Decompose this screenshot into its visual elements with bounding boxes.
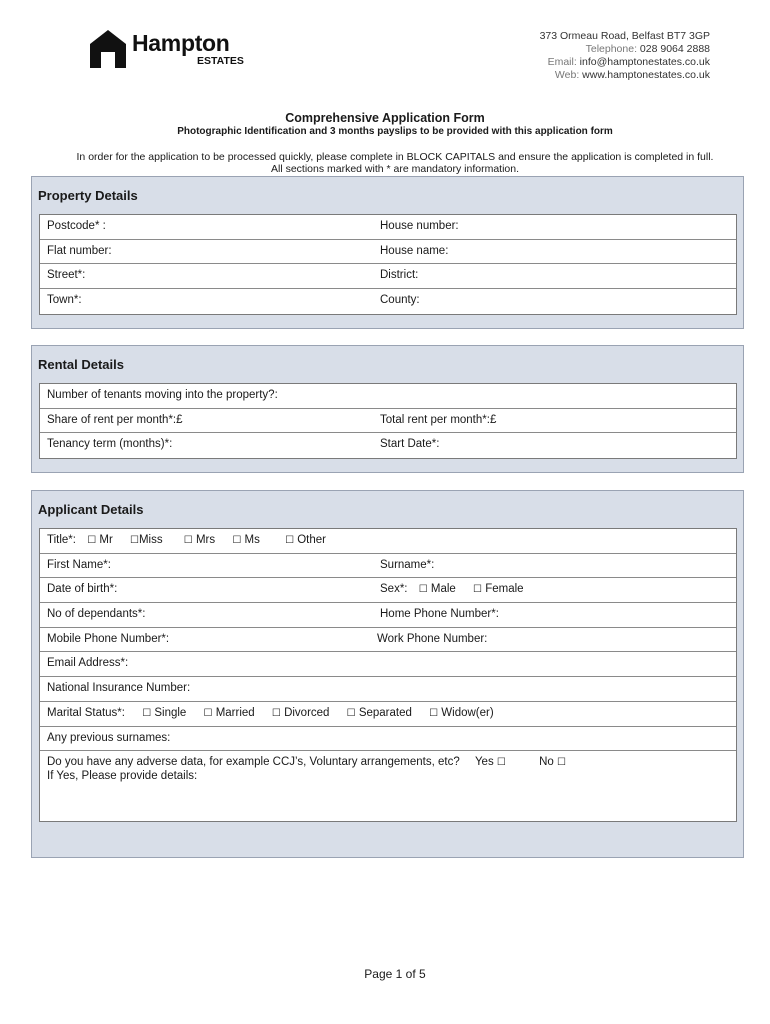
checkbox-icon[interactable]: ☐ <box>232 535 242 546</box>
form-row <box>40 603 736 628</box>
town-field[interactable]: Town*: <box>47 294 82 307</box>
option-label: Female <box>485 583 524 596</box>
checkbox-icon[interactable]: ☐ <box>271 707 281 719</box>
applicant-details-section <box>31 490 744 858</box>
district-field[interactable]: District: <box>380 269 419 282</box>
rental-details-grid <box>39 383 737 459</box>
form-title: Comprehensive Application Form <box>285 111 485 125</box>
title-field <box>47 534 326 546</box>
sex-option-female[interactable] <box>473 583 524 595</box>
checkbox-icon[interactable]: ☐ <box>556 757 566 769</box>
sex-field <box>380 583 524 595</box>
checkbox-icon[interactable]: ☐ <box>183 535 193 546</box>
option-label: Single <box>154 706 187 719</box>
form-intro: In order for the application to be processed quickly, please complete in BLOCK CAPITALS and ensure the application is completed in full. All sections marked with * are mandatory information. <box>76 151 714 175</box>
option-label: Mrs <box>195 534 216 546</box>
option-label: Widow(er) <box>441 706 494 719</box>
mobile-phone-field[interactable]: Mobile Phone Number*: <box>47 632 170 645</box>
sex-option-male[interactable] <box>419 583 456 595</box>
contact-block <box>540 30 710 82</box>
form-row <box>40 264 736 289</box>
county-field[interactable]: County: <box>380 294 420 307</box>
form-row <box>40 702 736 727</box>
web-line <box>540 69 710 82</box>
applicant-details-grid <box>39 528 737 822</box>
street-field[interactable]: Street*: <box>47 269 86 282</box>
property-details-section <box>31 176 744 329</box>
option-label: Miss <box>138 534 163 546</box>
telephone-label: Telephone: <box>585 43 637 55</box>
form-row <box>40 652 736 677</box>
email-label: Email: <box>547 56 577 68</box>
title-option-mr[interactable] <box>87 534 113 546</box>
form-row <box>40 289 736 314</box>
title-option-miss[interactable] <box>130 534 163 546</box>
share-rent-field[interactable]: Share of rent per month*:£ <box>47 413 183 426</box>
adverse-data-question <box>47 756 566 768</box>
adverse-option-yes[interactable] <box>475 756 506 768</box>
checkbox-icon[interactable]: ☐ <box>129 535 139 546</box>
adverse-question-text: Do you have any adverse data, for example CCJ’s, Voluntary arrangements, etc? <box>47 756 460 769</box>
surname-field[interactable]: Surname*: <box>380 558 435 571</box>
title-option-mrs[interactable] <box>184 534 215 546</box>
property-details-grid <box>39 214 737 315</box>
work-phone-field[interactable]: Work Phone Number: <box>377 632 488 645</box>
option-label: Male <box>430 583 456 596</box>
marital-option-widow[interactable] <box>429 707 494 719</box>
previous-surnames-field[interactable]: Any previous surnames: <box>47 731 171 744</box>
checkbox-icon[interactable]: ☐ <box>418 584 428 596</box>
total-rent-field[interactable]: Total rent per month*:£ <box>380 413 497 426</box>
section-title: Rental Details <box>38 357 124 372</box>
company-address: 373 Ormeau Road, Belfast BT7 3GP <box>539 30 710 42</box>
option-label: Mr <box>99 534 113 546</box>
form-row <box>40 215 736 240</box>
option-label: Other <box>297 534 326 546</box>
checkbox-icon[interactable]: ☐ <box>142 707 152 719</box>
email-field[interactable]: Email Address*: <box>47 657 129 670</box>
postcode-field[interactable]: Postcode* : <box>47 220 106 232</box>
home-phone-field[interactable]: Home Phone Number*: <box>380 608 499 621</box>
option-label: Divorced <box>284 706 330 719</box>
house-number-field[interactable]: House number: <box>380 220 459 232</box>
option-label: No <box>539 756 554 769</box>
flat-number-field[interactable]: Flat number: <box>47 244 112 257</box>
form-row <box>40 240 736 265</box>
option-label: Ms <box>244 534 260 546</box>
adverse-details-field[interactable]: If Yes, Please provide details: <box>47 770 198 783</box>
form-row <box>40 578 736 603</box>
title-option-ms[interactable] <box>232 534 260 546</box>
dob-field[interactable]: Date of birth*: <box>47 583 118 596</box>
email-line <box>540 56 710 69</box>
title-label: Title*: <box>47 534 76 546</box>
checkbox-icon[interactable]: ☐ <box>87 535 97 546</box>
start-date-field[interactable]: Start Date*: <box>380 438 440 451</box>
web-label: Web: <box>554 69 580 81</box>
marital-option-single[interactable] <box>142 707 186 719</box>
option-label: Married <box>215 706 255 719</box>
form-row <box>40 554 736 579</box>
logo-subtitle: ESTATES <box>197 55 244 67</box>
adverse-option-no[interactable] <box>539 756 566 768</box>
tenants-count-field[interactable]: Number of tenants moving into the property?: <box>47 389 278 401</box>
email-address[interactable]: info@hamptonestates.co.uk <box>579 56 710 68</box>
form-row <box>40 409 736 434</box>
telephone-line <box>540 43 710 56</box>
marital-label: Marital Status*: <box>47 706 125 719</box>
option-label: Separated <box>358 706 412 719</box>
option-label: Yes <box>474 756 494 769</box>
rental-details-section <box>31 345 744 473</box>
checkbox-icon[interactable]: ☐ <box>203 707 213 719</box>
dependants-field[interactable]: No of dependants*: <box>47 608 146 621</box>
form-row <box>40 751 736 821</box>
web-address[interactable]: www.hamptonestates.co.uk <box>582 69 710 81</box>
checkbox-icon[interactable]: ☐ <box>473 584 482 596</box>
checkbox-icon[interactable]: ☐ <box>496 757 506 769</box>
section-title: Applicant Details <box>38 502 144 517</box>
form-row <box>40 529 736 554</box>
marital-option-separated[interactable] <box>347 707 412 719</box>
tenancy-term-field[interactable]: Tenancy term (months)*: <box>47 438 173 451</box>
telephone-number: 028 9064 2888 <box>639 43 710 55</box>
form-subtitle: Photographic Identification and 3 months payslips to be provided with this application form <box>177 126 613 137</box>
house-logo-icon <box>88 28 128 70</box>
page-number: Page 1 of 5 <box>364 967 426 981</box>
form-row <box>40 628 736 653</box>
form-row <box>40 433 736 458</box>
sex-label: Sex*: <box>380 583 408 596</box>
marital-option-married[interactable] <box>204 707 255 719</box>
logo-name: Hampton <box>132 30 230 56</box>
marital-option-divorced[interactable] <box>272 707 330 719</box>
title-option-other[interactable] <box>285 534 326 546</box>
ni-number-field[interactable]: National Insurance Number: <box>47 682 191 695</box>
checkbox-icon[interactable]: ☐ <box>429 707 439 719</box>
first-name-field[interactable]: First Name*: <box>47 558 111 571</box>
section-title: Property Details <box>38 188 138 203</box>
form-row <box>40 384 736 409</box>
checkbox-icon[interactable]: ☐ <box>346 707 356 719</box>
form-row <box>40 727 736 752</box>
house-name-field[interactable]: House name: <box>380 244 449 257</box>
checkbox-icon[interactable]: ☐ <box>285 535 295 546</box>
marital-status-field <box>47 707 494 719</box>
form-row <box>40 677 736 702</box>
